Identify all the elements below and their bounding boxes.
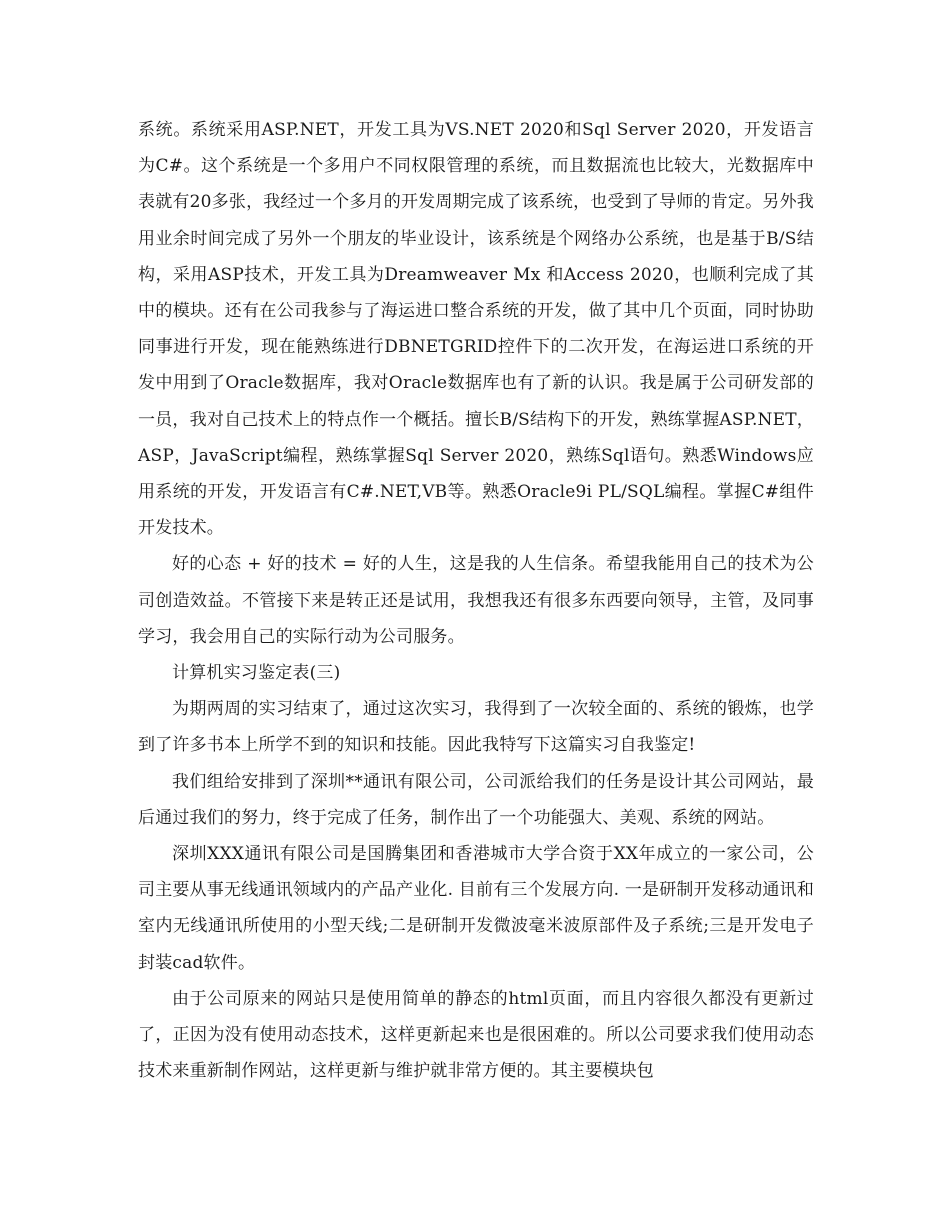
document-body — [138, 112, 814, 1089]
paragraph-motto: 好的心态 + 好的技术 = 好的人生，这是我的人生信条。希望我能用自己的技术为公司创造效益。不管接下来是转正还是试用，我想我还有很多东西要向领导，主管，及同事学习，我会用自己的实际行动为公司服务。 — [138, 554, 814, 647]
paragraph-intro: 为期两周的实习结束了，通过这次实习，我得到了一次较全面的、系统的锻炼，也学到了许多书本上所学不到的知识和技能。因此我特写下这篇实习自我鉴定! — [138, 699, 814, 756]
section-heading: 计算机实习鉴定表(三) — [172, 663, 341, 684]
paragraph-website: 由于公司原来的网站只是使用简单的静态的html页面，而且内容很久都没有更新过了，正因为没有使用动态技术，这样更新起来也是很困难的。所以公司要求我们使用动态技术来重新制作网站，这样更新与维护就非常方便的。其主要模块包 — [138, 988, 814, 1082]
paragraph-company: 深圳XXX通讯有限公司是国腾集团和香港城市大学合资于XX年成立的一家公司，公司主要从事无线通讯领域内的产品产业化. 目前有三个发展方向. 一是研制开发移动通讯和室内无线通讯所使用的小型天线;二是研制开发微波毫米波原部件及子系统;三是开发电子封装cad软件。 — [138, 844, 815, 973]
paragraph-assignment: 我们组给安排到了深圳**通讯有限公司，公司派给我们的任务是设计其公司网站，最后通过我们的努力，终于完成了任务，制作出了一个功能强大、美观、系统的网站。 — [138, 771, 814, 828]
paragraph-continuation: 系统。系统采用ASP.NET，开发工具为VS.NET 2020和Sql Server 2020，开发语言为C#。这个系统是一个多用户不同权限管理的系统，而且数据流也比较大，光数据库中表就有20多张，我经过一个多月的开发周期完成了该系统，也受到了导师的肯定。另外我用业余时间完成了另外一个朋友的毕业设计，该系统是个网络办公系统，也是基于B/S结构，采用ASP技术，开发工具为Dreamweaver Mx 和Access 2020，也顺利完成了其中的模块。还有在公司我参与了海运进口整合系统的开发，做了其中几个页面，同时协助同事进行开发，现在能熟练进行DBNETGRID控件下的二次开发，在海运进口系统的开发中用到了Oracle数据库，我对Oracle数据库也有了新的认识。我是属于公司研发部的一员，我对自己技术上的特点作一个概括。擅长B/S结构下的开发，熟练掌握ASP.NET，ASP，JavaScript编程，熟练掌握Sql Server 2020，熟练Sql语句。熟悉Windows应用系统的开发，开发语言有C#.NET,VB等。熟悉Oracle9i PL/SQL编程。掌握C#组件开发技术。 — [138, 120, 814, 539]
